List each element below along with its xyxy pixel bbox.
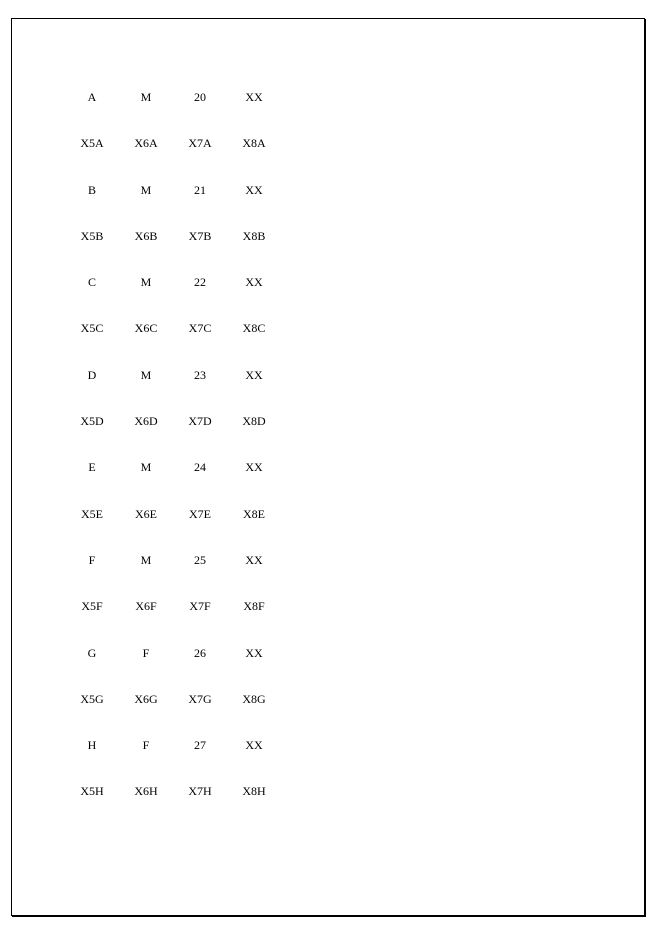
grid-cell: E [88, 460, 96, 475]
grid-cell: X5B [80, 228, 104, 243]
grid-cell: X8D [242, 414, 266, 429]
grid-cell: 27 [194, 738, 206, 753]
grid-cell: X7H [188, 784, 212, 799]
grid-cell: X8E [243, 506, 265, 521]
grid-cell: XX [245, 645, 263, 660]
grid-row [65, 599, 281, 645]
document-page [11, 18, 645, 916]
grid-cell: X7G [188, 691, 212, 706]
grid-cell: X5G [80, 691, 104, 706]
grid-cell: 24 [194, 460, 206, 475]
grid-cell: XX [245, 552, 263, 567]
grid-cell: X5A [80, 136, 104, 151]
grid-row [65, 414, 281, 460]
grid-cell: X6H [134, 784, 158, 799]
grid-cell: X6A [134, 136, 158, 151]
grid-cell: X8G [242, 691, 266, 706]
grid-cell: M [140, 90, 152, 104]
grid-cell: XX [245, 275, 263, 290]
grid-cell: X5C [80, 321, 104, 336]
grid-cell: D [87, 367, 97, 382]
grid-cell: X6E [135, 506, 157, 521]
grid-cell: XX [245, 182, 263, 197]
grid-cell: M [140, 182, 152, 197]
text-grid [65, 90, 281, 831]
grid-row [65, 553, 281, 599]
grid-row [65, 321, 281, 367]
grid-cell: F [88, 552, 96, 567]
grid-cell: 23 [194, 367, 206, 382]
grid-cell: X5H [80, 784, 104, 799]
grid-cell: X8H [242, 784, 266, 799]
grid-cell: X5F [81, 599, 103, 614]
grid-cell: X7F [189, 599, 211, 614]
grid-row [65, 183, 281, 229]
grid-cell: M [140, 275, 152, 290]
grid-cell: X6D [134, 414, 158, 429]
grid-cell: 21 [194, 182, 206, 197]
grid-row [65, 738, 281, 784]
grid-cell: X6B [134, 228, 158, 243]
grid-cell: 26 [194, 645, 206, 660]
grid-row [65, 784, 281, 830]
grid-row [65, 646, 281, 692]
grid-cell: M [140, 460, 152, 475]
grid-cell: X7E [189, 506, 211, 521]
grid-row [65, 90, 281, 136]
grid-cell: C [87, 275, 96, 290]
grid-cell: 22 [194, 275, 206, 290]
grid-cell: XX [245, 460, 263, 475]
grid-cell: X5E [81, 506, 103, 521]
grid-row [65, 229, 281, 275]
grid-cell: X5D [80, 414, 104, 429]
grid-row [65, 368, 281, 414]
grid-row [65, 692, 281, 738]
grid-cell: X6F [135, 599, 157, 614]
grid-cell: 25 [194, 552, 206, 567]
grid-cell: X7B [188, 228, 212, 243]
grid-cell: X6G [134, 691, 158, 706]
grid-cell: X8A [242, 136, 266, 151]
grid-cell: G [87, 645, 97, 660]
grid-cell: X6C [134, 321, 158, 336]
grid-cell: XX [245, 367, 263, 382]
grid-cell: X8B [242, 228, 266, 243]
grid-cell: X8C [242, 321, 266, 336]
grid-cell: X7A [188, 136, 212, 151]
grid-cell: M [140, 367, 152, 382]
grid-cell: XX [245, 738, 263, 753]
grid-cell: M [140, 552, 152, 567]
grid-cell: F [142, 645, 150, 660]
grid-cell: X7C [188, 321, 212, 336]
grid-cell: XX [245, 90, 263, 104]
grid-cell: A [87, 90, 97, 104]
grid-row [65, 275, 281, 321]
grid-cell: X7D [188, 414, 212, 429]
grid-cell: X8F [243, 599, 265, 614]
grid-cell: 20 [194, 90, 206, 104]
grid-cell: H [87, 738, 97, 753]
grid-row [65, 460, 281, 506]
grid-cell: B [87, 182, 96, 197]
grid-row [65, 507, 281, 553]
grid-row [65, 136, 281, 182]
grid-cell: F [142, 738, 150, 753]
